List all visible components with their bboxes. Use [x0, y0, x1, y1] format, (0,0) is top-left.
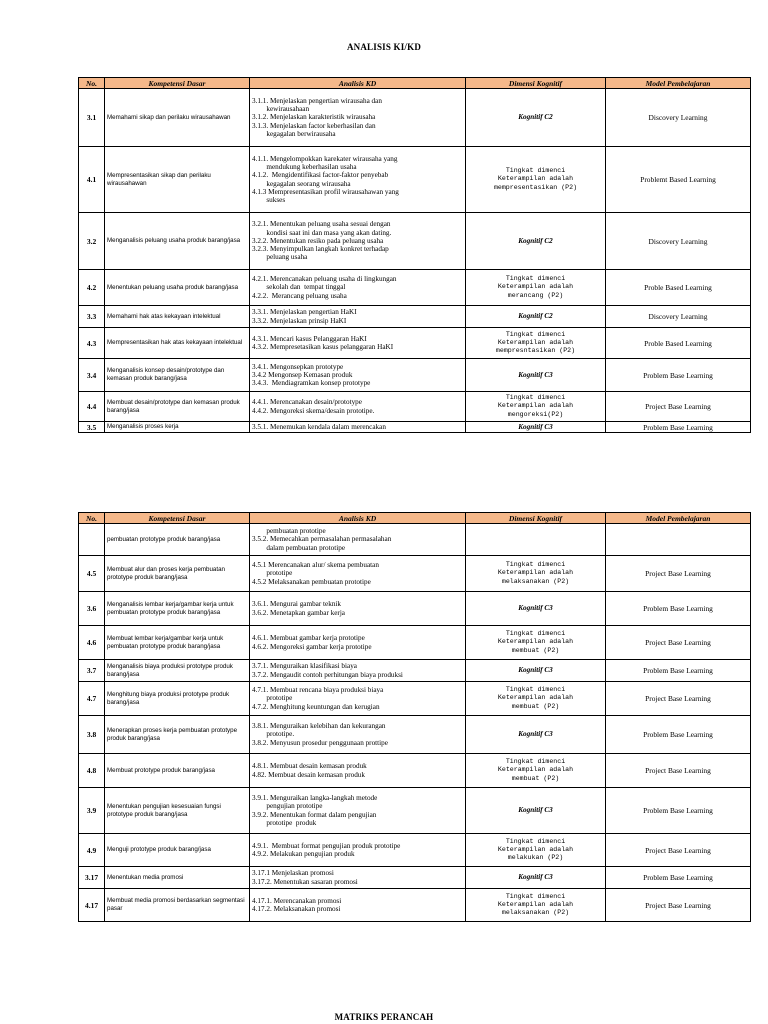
- table-row: [79, 834, 751, 867]
- cell-model-pembelajaran: Discovery Learning: [606, 89, 751, 147]
- header-no: No.: [79, 513, 105, 524]
- cell-no: 3.5: [79, 422, 105, 433]
- table-row: [79, 270, 751, 306]
- cell-dimensi-kognitif: [466, 359, 606, 392]
- analisis-line: 4.82. Membuat desain kemasan produk: [252, 770, 365, 779]
- cell-kompetensi-dasar: Memahami hak atas kekayaan intelektual: [105, 306, 250, 328]
- cell-no: 4.5: [79, 556, 105, 592]
- cell-analisis-kd: [250, 422, 466, 433]
- analisis-line: sekolah dan tempat tinggal: [252, 283, 346, 292]
- dimensi-line: Kognitif C3: [518, 370, 553, 379]
- cell-model-pembelajaran: Project Base Learning: [606, 556, 751, 592]
- cell-kompetensi-dasar: Mempresentasikan sikap dan perilaku wirausahawan: [105, 147, 250, 213]
- cell-model-pembelajaran: Proble Based Learning: [606, 328, 751, 359]
- table-row: [79, 359, 751, 392]
- dimensi-line: Kognitif C3: [518, 806, 553, 815]
- analisis-line: 3.6.2. Menetapkan gambar kerja: [252, 608, 346, 617]
- cell-no: 3.1: [79, 89, 105, 147]
- cell-dimensi-kognitif: [466, 716, 606, 754]
- cell-dimensi-kognitif: [466, 306, 606, 328]
- cell-dimensi-kognitif: [466, 422, 606, 433]
- analisis-line: 4.6.1. Membuat gambar kerja prototipe: [252, 634, 365, 643]
- table-row: [79, 682, 751, 716]
- cell-analisis-kd: [250, 754, 466, 788]
- table-row: [79, 754, 751, 788]
- cell-kompetensi-dasar: Menganalisis peluang usaha produk barang/jasa: [105, 213, 250, 270]
- analisis-line: kondisi saat ini dan masa yang akan dating.: [252, 228, 392, 237]
- dimensi-line: Keterampilan adalah: [497, 638, 574, 646]
- cell-model-pembelajaran: Problem Base Learning: [606, 592, 751, 626]
- analisis-line: 4.4.1. Merencanakan desain/prototype: [252, 398, 362, 407]
- analisis-line: 4.1.3 Mempresentasikan profil wirausahawan yang: [252, 187, 399, 196]
- analisis-line: 3.7.2. Mengaudit contoh perhitungan biaya produksi: [252, 670, 403, 679]
- analisis-kd-table-2: [78, 512, 751, 922]
- analisis-line: dalam pembuatan prototipe: [252, 543, 346, 552]
- analisis-line: 4.2.1. Merencanakan peluang usaha di lingkungan: [252, 275, 397, 284]
- analisis-line: 3.4.3. Mendiagramkan konsep prototype: [252, 379, 371, 388]
- analisis-line: 3.4.1. Mengonsepkan prototype: [252, 362, 344, 371]
- table-row: [79, 889, 751, 922]
- cell-dimensi-kognitif: [466, 270, 606, 306]
- analisis-line: peluang usaha: [252, 253, 308, 262]
- cell-kompetensi-dasar: Menerapkan proses kerja pembuatan prototype produk barang/jasa: [105, 716, 250, 754]
- analisis-line: 4.17.1. Merencanakan promosi: [252, 896, 342, 905]
- page-title: ANALISIS KI/KD: [346, 42, 422, 52]
- header-kompetensi-dasar: Kompetensi Dasar: [105, 78, 250, 89]
- dimensi-line: melakukan (P2): [507, 854, 564, 862]
- table-row: [79, 392, 751, 422]
- cell-analisis-kd: [250, 867, 466, 889]
- analisis-line: sukses: [252, 196, 286, 205]
- cell-kompetensi-dasar: pembuatan prototype produk barang/jasa: [105, 524, 250, 556]
- cell-dimensi-kognitif: [466, 524, 606, 556]
- dimensi-line: merancang (P2): [507, 291, 564, 299]
- cell-analisis-kd: [250, 716, 466, 754]
- dimensi-line: melaksanakan (P2): [501, 577, 570, 585]
- cell-analisis-kd: [250, 592, 466, 626]
- header-model-pembelajaran: Model Pembelajaran: [606, 513, 751, 524]
- cell-dimensi-kognitif: [466, 213, 606, 270]
- cell-analisis-kd: [250, 524, 466, 556]
- cell-model-pembelajaran: [606, 524, 751, 556]
- analisis-line: 3.3.2. Menjelaskan prinsip HaKI: [252, 316, 347, 325]
- cell-kompetensi-dasar: Menganalisis konsep desain/prototype dan kemasan produk barang/jasa: [105, 359, 250, 392]
- table-header-row: [79, 78, 751, 89]
- analisis-line: 3.2.2. Menentukan resiko pada peluang usaha: [252, 236, 384, 245]
- analisis-line: pembuatan prototipe: [252, 527, 326, 536]
- analisis-line: 4.1.1. Mengelompokkan karekater wirausaha yang: [252, 154, 398, 163]
- cell-dimensi-kognitif: [466, 788, 606, 834]
- analisis-line: 3.1.1. Menjelaskan pengertian wirausaha dan: [252, 96, 382, 105]
- cell-dimensi-kognitif: [466, 834, 606, 867]
- dimensi-line: Keterampilan adalah: [497, 900, 574, 908]
- dimensi-line: Kognitif C3: [518, 422, 553, 431]
- cell-kompetensi-dasar: Membuat lembar kerja/gambar kerja untuk pembuatan prototype produk barang/jasa: [105, 626, 250, 660]
- cell-no: 3.6: [79, 592, 105, 626]
- analisis-line: 4.8.1. Membuat desain kemasan produk: [252, 762, 367, 771]
- cell-no: 4.17: [79, 889, 105, 922]
- analisis-line: 4.3.1. Mencari kasus Pelanggaran HaKI: [252, 334, 367, 343]
- header-analisis-kd: Analisis KD: [250, 78, 466, 89]
- table-row: [79, 328, 751, 359]
- header-model-pembelajaran: Model Pembelajaran: [606, 78, 751, 89]
- dimensi-line: Tingkat dimenci: [505, 275, 566, 283]
- table-row: [79, 592, 751, 626]
- cell-analisis-kd: [250, 147, 466, 213]
- analisis-line: 3.1.3. Menjelaskan factor keberhasilan dan: [252, 121, 376, 130]
- cell-model-pembelajaran: Project Base Learning: [606, 626, 751, 660]
- cell-model-pembelajaran: Proble Based Learning: [606, 270, 751, 306]
- cell-no: 4.1: [79, 147, 105, 213]
- dimensi-line: mengoreksi(P2): [507, 410, 564, 418]
- cell-kompetensi-dasar: Menganalisis lembar kerja/gambar kerja untuk pembuatan prototype produk barang/jasa: [105, 592, 250, 626]
- cell-no: 4.8: [79, 754, 105, 788]
- cell-dimensi-kognitif: [466, 392, 606, 422]
- table-row: [79, 867, 751, 889]
- cell-analisis-kd: [250, 788, 466, 834]
- dimensi-line: Tingkat dimenci: [505, 758, 566, 766]
- table-row: [79, 89, 751, 147]
- cell-model-pembelajaran: Problem Base Learning: [606, 359, 751, 392]
- cell-analisis-kd: [250, 682, 466, 716]
- analisis-line: 3.7.1. Menguraikan klasifikasi biaya: [252, 662, 357, 671]
- analisis-line: 4.9.2. Melakukan pengujian produk: [252, 850, 355, 858]
- analisis-line: 4.7.1. Membuat rencana biaya produksi biaya: [252, 686, 384, 695]
- analisis-line: kegagalan berwirausaha: [252, 129, 336, 138]
- cell-kompetensi-dasar: Memahami sikap dan perilaku wirausahawan: [105, 89, 250, 147]
- analisis-line: 3.8.2. Menyusun prosedur penggunaan prottipe: [252, 738, 388, 747]
- cell-kompetensi-dasar: Membuat prototype produk barang/jasa: [105, 754, 250, 788]
- cell-dimensi-kognitif: [466, 889, 606, 922]
- cell-analisis-kd: [250, 306, 466, 328]
- analisis-line: 3.5.1. Menemukan kendala dalam merencakan: [252, 422, 386, 431]
- dimensi-line: mempresentasikan (P2): [493, 183, 578, 191]
- cell-no: 4.6: [79, 626, 105, 660]
- dimensi-line: Keterampilan adalah: [497, 175, 574, 183]
- cell-dimensi-kognitif: [466, 660, 606, 682]
- dimensi-line: Keterampilan adalah: [497, 283, 574, 291]
- cell-model-pembelajaran: Problem Base Learning: [606, 660, 751, 682]
- header-dimensi-kognitif: Dimensi Kognitif: [466, 78, 606, 89]
- dimensi-line: Tingkat dimenci: [505, 330, 566, 338]
- cell-dimensi-kognitif: [466, 328, 606, 359]
- analisis-line: 3.4.2 Mengonsep Kemasan produk: [252, 370, 353, 379]
- cell-no: 4.3: [79, 328, 105, 359]
- cell-kompetensi-dasar: Menentukan peluang usaha produk barang/jasa: [105, 270, 250, 306]
- analisis-line: 3.17.1 Menjelaskan promosi: [252, 869, 334, 878]
- dimensi-line: Kognitif C2: [518, 236, 553, 245]
- analisis-line: 4.2.2. Merancang peluang usaha: [252, 291, 347, 300]
- cell-kompetensi-dasar: Menguji prototype produk barang/jasa: [105, 834, 250, 867]
- cell-no: [79, 524, 105, 556]
- cell-kompetensi-dasar: Membuat media promosi berdasarkan segmentasi pasar: [105, 889, 250, 922]
- cell-no: 3.8: [79, 716, 105, 754]
- analisis-line: 3.17.2. Menentukan sasaran promosi: [252, 877, 358, 886]
- cell-dimensi-kognitif: [466, 754, 606, 788]
- cell-analisis-kd: [250, 556, 466, 592]
- dimensi-line: Keterampilan adalah: [497, 694, 574, 702]
- cell-kompetensi-dasar: Menganalisis biaya produksi prototype produk barang/jasa: [105, 660, 250, 682]
- cell-model-pembelajaran: Problem Base Learning: [606, 716, 751, 754]
- analisis-line: prototipe: [252, 569, 293, 578]
- analisis-line: pengujian prototipe: [252, 802, 323, 811]
- analisis-line: prototipe.: [252, 730, 295, 739]
- cell-kompetensi-dasar: Membuat desain/prototype dan kemasan produk barang/jasa: [105, 392, 250, 422]
- header-no: No.: [79, 78, 105, 89]
- cell-model-pembelajaran: Project Base Learning: [606, 889, 751, 922]
- dimensi-line: Kognitif C3: [518, 666, 553, 675]
- cell-no: 4.4: [79, 392, 105, 422]
- dimensi-line: Kognitif C3: [518, 604, 553, 613]
- cell-analisis-kd: [250, 889, 466, 922]
- dimensi-line: melaksanakan (P2): [501, 909, 570, 917]
- analisis-kd-table-1: [78, 77, 751, 433]
- cell-model-pembelajaran: Problem Base Learning: [606, 788, 751, 834]
- analisis-line: kegagalan seorang wirausaha: [252, 179, 351, 188]
- cell-analisis-kd: [250, 89, 466, 147]
- cell-no: 3.9: [79, 788, 105, 834]
- analisis-line: 4.6.2. Mengoreksi gambar kerja prototipe: [252, 642, 372, 651]
- cell-no: 4.9: [79, 834, 105, 867]
- cell-no: 3.3: [79, 306, 105, 328]
- dimensi-line: Keterampilan adalah: [497, 845, 574, 853]
- dimensi-line: mempresntasikan (P2): [495, 347, 576, 355]
- dimensi-line: Keterampilan adalah: [497, 766, 574, 774]
- table-row: [79, 788, 751, 834]
- dimensi-line: membuat (P2): [511, 646, 560, 654]
- cell-kompetensi-dasar: Menganalisis proses kerja: [105, 422, 250, 433]
- analisis-line: 3.2.3. Menyimpulkan langkah konkret terhadap: [252, 245, 389, 254]
- dimensi-line: Tingkat dimenci: [505, 837, 566, 845]
- cell-dimensi-kognitif: [466, 867, 606, 889]
- cell-kompetensi-dasar: Mempresentasikan hak atas kekayaan intelektual: [105, 328, 250, 359]
- analisis-line: 3.9.1. Menguraikan langka-langkah metode: [252, 793, 378, 802]
- cell-kompetensi-dasar: Menghitung biaya produksi prototype produk barang/jasa: [105, 682, 250, 716]
- cell-kompetensi-dasar: Menentukan pengujian kesesuaian fungsi prototype produk barang/jasa: [105, 788, 250, 834]
- cell-no: 3.4: [79, 359, 105, 392]
- dimensi-line: Tingkat dimenci: [505, 167, 566, 175]
- dimensi-line: Tingkat dimenci: [505, 630, 566, 638]
- cell-analisis-kd: [250, 328, 466, 359]
- cell-analisis-kd: [250, 660, 466, 682]
- cell-dimensi-kognitif: [466, 682, 606, 716]
- dimensi-line: Tingkat dimenci: [505, 892, 566, 900]
- analisis-line: 4.5.2 Melaksanakan pembuatan prototipe: [252, 577, 371, 586]
- table-row: [79, 306, 751, 328]
- analisis-line: prototipe produk: [252, 818, 317, 827]
- table-row: [79, 213, 751, 270]
- dimensi-line: Kognitif C2: [518, 113, 553, 122]
- header-analisis-kd: Analisis KD: [250, 513, 466, 524]
- cell-model-pembelajaran: Problem Base Learning: [606, 422, 751, 433]
- table-row: [79, 660, 751, 682]
- cell-model-pembelajaran: Problemt Based Learning: [606, 147, 751, 213]
- cell-model-pembelajaran: Discovery Learning: [606, 306, 751, 328]
- dimensi-line: Kognitif C3: [518, 873, 553, 882]
- analisis-line: 4.1.2. Mengidentifikasi factor-faktor penyebab: [252, 171, 389, 180]
- dimensi-line: membuat (P2): [511, 702, 560, 710]
- dimensi-line: Kognitif C3: [518, 730, 553, 739]
- cell-dimensi-kognitif: [466, 556, 606, 592]
- dimensi-line: Keterampilan adalah: [497, 569, 574, 577]
- analisis-line: 3.2.1. Menentukan peluang usaha sesuai dengan: [252, 220, 391, 229]
- header-kompetensi-dasar: Kompetensi Dasar: [105, 513, 250, 524]
- table-header-row: [79, 513, 751, 524]
- cell-model-pembelajaran: Project Base Learning: [606, 834, 751, 867]
- cell-no: 3.7: [79, 660, 105, 682]
- cell-dimensi-kognitif: [466, 592, 606, 626]
- table-row: [79, 422, 751, 433]
- dimensi-line: Kognitif C2: [518, 312, 553, 321]
- dimensi-line: Tingkat dimenci: [505, 561, 566, 569]
- table-row: [79, 556, 751, 592]
- table-row: [79, 716, 751, 754]
- cell-analisis-kd: [250, 834, 466, 867]
- analisis-line: 3.5.2. Memecahkan permasalahan permasalahan: [252, 535, 392, 544]
- cell-model-pembelajaran: Project Base Learning: [606, 754, 751, 788]
- cell-no: 4.2: [79, 270, 105, 306]
- header-dimensi-kognitif: Dimensi Kognitif: [466, 513, 606, 524]
- cell-analisis-kd: [250, 270, 466, 306]
- analisis-line: 3.1.2. Menjelaskan karakteristik wirausaha: [252, 113, 376, 122]
- cell-analisis-kd: [250, 626, 466, 660]
- cell-kompetensi-dasar: Membuat alur dan proses kerja pembuatan prototype produk barang/jasa: [105, 556, 250, 592]
- analisis-line: 4.7.2. Menghitung keuntungan dan kerugian: [252, 702, 380, 711]
- analisis-line: kewirausahaan: [252, 105, 310, 114]
- cell-analisis-kd: [250, 213, 466, 270]
- table-row: [79, 147, 751, 213]
- cell-model-pembelajaran: Problem Base Learning: [606, 867, 751, 889]
- analisis-line: 3.9.2. Menentukan format dalam pengujian: [252, 810, 377, 819]
- analisis-line: 3.3.1. Menjelaskan pengertian HaKI: [252, 308, 357, 317]
- dimensi-line: Tingkat dimenci: [505, 394, 566, 402]
- cell-model-pembelajaran: Discovery Learning: [606, 213, 751, 270]
- analisis-line: 4.9.1. Membuat format pengujian produk prototipe: [252, 841, 401, 850]
- dimensi-line: membuat (P2): [511, 774, 560, 782]
- dimensi-line: Keterampilan adalah: [497, 338, 574, 346]
- analisis-line: mendukung keberhasilan usaha: [252, 162, 357, 171]
- cell-analisis-kd: [250, 392, 466, 422]
- next-section-title: MATRIKS PERANCAH: [334, 1012, 434, 1022]
- table-row: [79, 524, 751, 556]
- cell-kompetensi-dasar: Menentukan media promosi: [105, 867, 250, 889]
- cell-analisis-kd: [250, 359, 466, 392]
- analisis-line: 4.5.1 Merencanakan alur/ skema pembuatan: [252, 561, 379, 570]
- cell-no: 3.2: [79, 213, 105, 270]
- cell-model-pembelajaran: Project Base Learning: [606, 682, 751, 716]
- analisis-line: 4.4.2. Mengoreksi skema/desain prototipe.: [252, 406, 375, 415]
- cell-model-pembelajaran: Project Base Learning: [606, 392, 751, 422]
- cell-dimensi-kognitif: [466, 89, 606, 147]
- cell-dimensi-kognitif: [466, 626, 606, 660]
- analisis-line: 3.8.1. Menguraikan kelebihan dan kekurangan: [252, 722, 386, 731]
- table-row: [79, 626, 751, 660]
- analisis-line: 3.6.1. Mengurai gambar teknik: [252, 600, 342, 609]
- analisis-line: 4.3.2. Mempresetasikan kasus pelanggaran HaKI: [252, 343, 394, 351]
- cell-no: 4.7: [79, 682, 105, 716]
- dimensi-line: Keterampilan adalah: [497, 402, 574, 410]
- analisis-line: prototipe: [252, 694, 293, 703]
- analisis-line: 4.17.2. Melaksanakan promosi: [252, 905, 341, 913]
- dimensi-line: Tingkat dimenci: [505, 686, 566, 694]
- cell-no: 3.17: [79, 867, 105, 889]
- cell-dimensi-kognitif: [466, 147, 606, 213]
